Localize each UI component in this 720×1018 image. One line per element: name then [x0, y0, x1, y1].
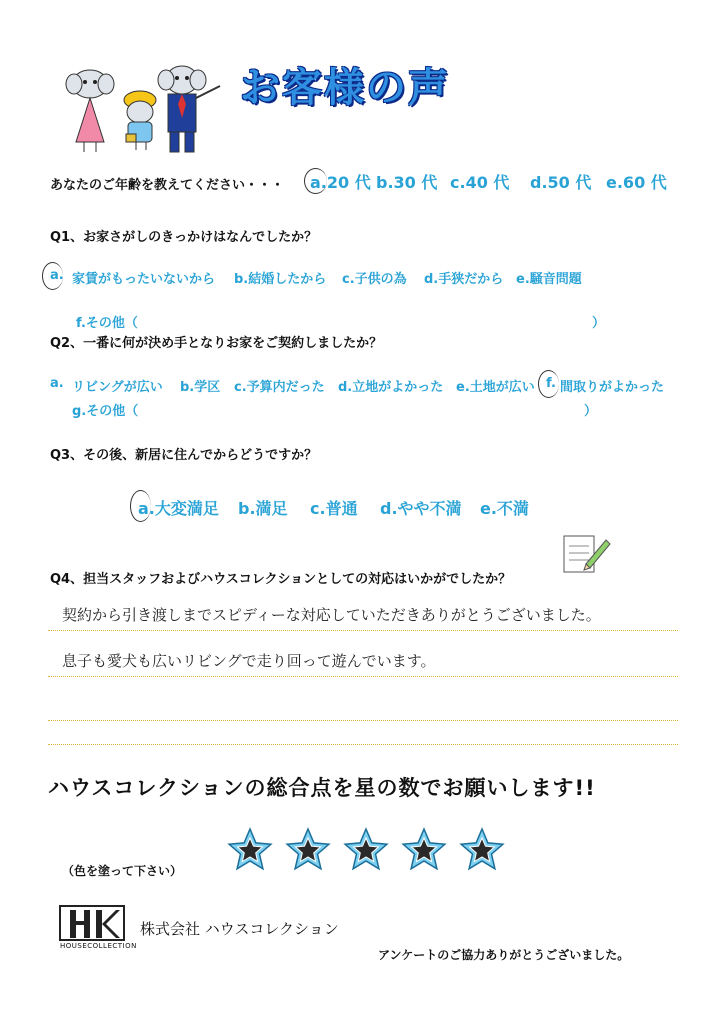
answer-rule: [48, 676, 678, 677]
q1-option: 家賃がもったいないから: [72, 272, 216, 287]
star-icon[interactable]: [400, 826, 448, 874]
q1-other: f.その他（: [76, 316, 138, 331]
girl-elephant-icon: [66, 70, 114, 152]
q4-answer-line: 息子も愛犬も広いリビングで走り回って遊んでいます。: [62, 652, 436, 670]
q2-other: g.その他（: [72, 404, 139, 419]
star-icon[interactable]: [458, 826, 506, 874]
rating-heading: ハウスコレクションの総合点を星の数でお願いします!!: [48, 776, 596, 800]
q1-option: d.手狭だから: [424, 272, 504, 287]
q3-option: d.やや不満: [380, 499, 462, 518]
q2-other-close: ）: [584, 404, 598, 419]
age-option: b.30 代: [376, 173, 438, 192]
man-elephant-icon: [158, 66, 220, 152]
q1-question: Q1、お家さがしのきっかけはなんでしたか？: [50, 230, 318, 245]
q2-option: e.土地が広い: [456, 380, 535, 395]
page-title: お客様の声: [240, 65, 450, 111]
q3-option: e.不満: [480, 499, 529, 518]
age-option: c.40 代: [450, 173, 510, 192]
q2-option: b.学区: [180, 380, 221, 395]
company-name: 株式会社 ハウスコレクション: [140, 920, 339, 938]
q2-question: Q2、一番に何が決め手となりお家をご契約しましたか？: [50, 336, 383, 351]
q1-option: c.子供の為: [342, 272, 407, 287]
q3-question: Q3、その後、新居に住んでからどうですか？: [50, 448, 318, 463]
rating-note: （色を塗って下さい）: [62, 864, 183, 878]
age-option: d.50 代: [530, 173, 592, 192]
q1-option: e.騒音問題: [516, 272, 582, 287]
star-icon[interactable]: [226, 826, 274, 874]
thanks-message: アンケートのご協力ありがとうございました。: [378, 948, 630, 962]
age-question: あなたのご年齢を教えてください・・・: [50, 178, 285, 193]
age-option: e.60 代: [606, 173, 667, 192]
star-icon[interactable]: [284, 826, 332, 874]
q3-option: a.大変満足: [138, 499, 219, 518]
child-elephant-icon: [124, 91, 156, 150]
q3-option: c.普通: [310, 499, 358, 518]
q2-option: f.: [546, 376, 556, 391]
star-icon[interactable]: [342, 826, 390, 874]
mascot-illustration: [60, 62, 230, 158]
answer-rule: [48, 630, 678, 631]
star-rating[interactable]: [226, 826, 516, 876]
q1-option: a.: [50, 268, 64, 283]
q1-option: b.結婚したから: [234, 272, 327, 287]
q2-option: c.予算内だった: [234, 380, 325, 395]
answer-rule: [48, 744, 678, 745]
q2-option: 間取りがよかった: [560, 380, 665, 395]
answer-rule: [48, 720, 678, 721]
memo-pencil-icon: [560, 530, 612, 576]
q2-option: d.立地がよかった: [338, 380, 444, 395]
q2-option: a.: [50, 376, 64, 391]
age-option: a.20 代: [310, 173, 371, 192]
q2-option: リビングが広い: [72, 380, 163, 395]
q4-answer-line: 契約から引き渡しまでスピディーな対応していただきありがとうございました。: [62, 606, 601, 624]
q4-question: Q4、担当スタッフおよびハウスコレクションとしての対応はいかがでしたか？: [50, 572, 512, 587]
q1-other-close: ）: [592, 316, 606, 331]
q3-option: b.満足: [238, 499, 288, 518]
company-logo-caption: HOUSECOLLECTION: [60, 942, 137, 950]
